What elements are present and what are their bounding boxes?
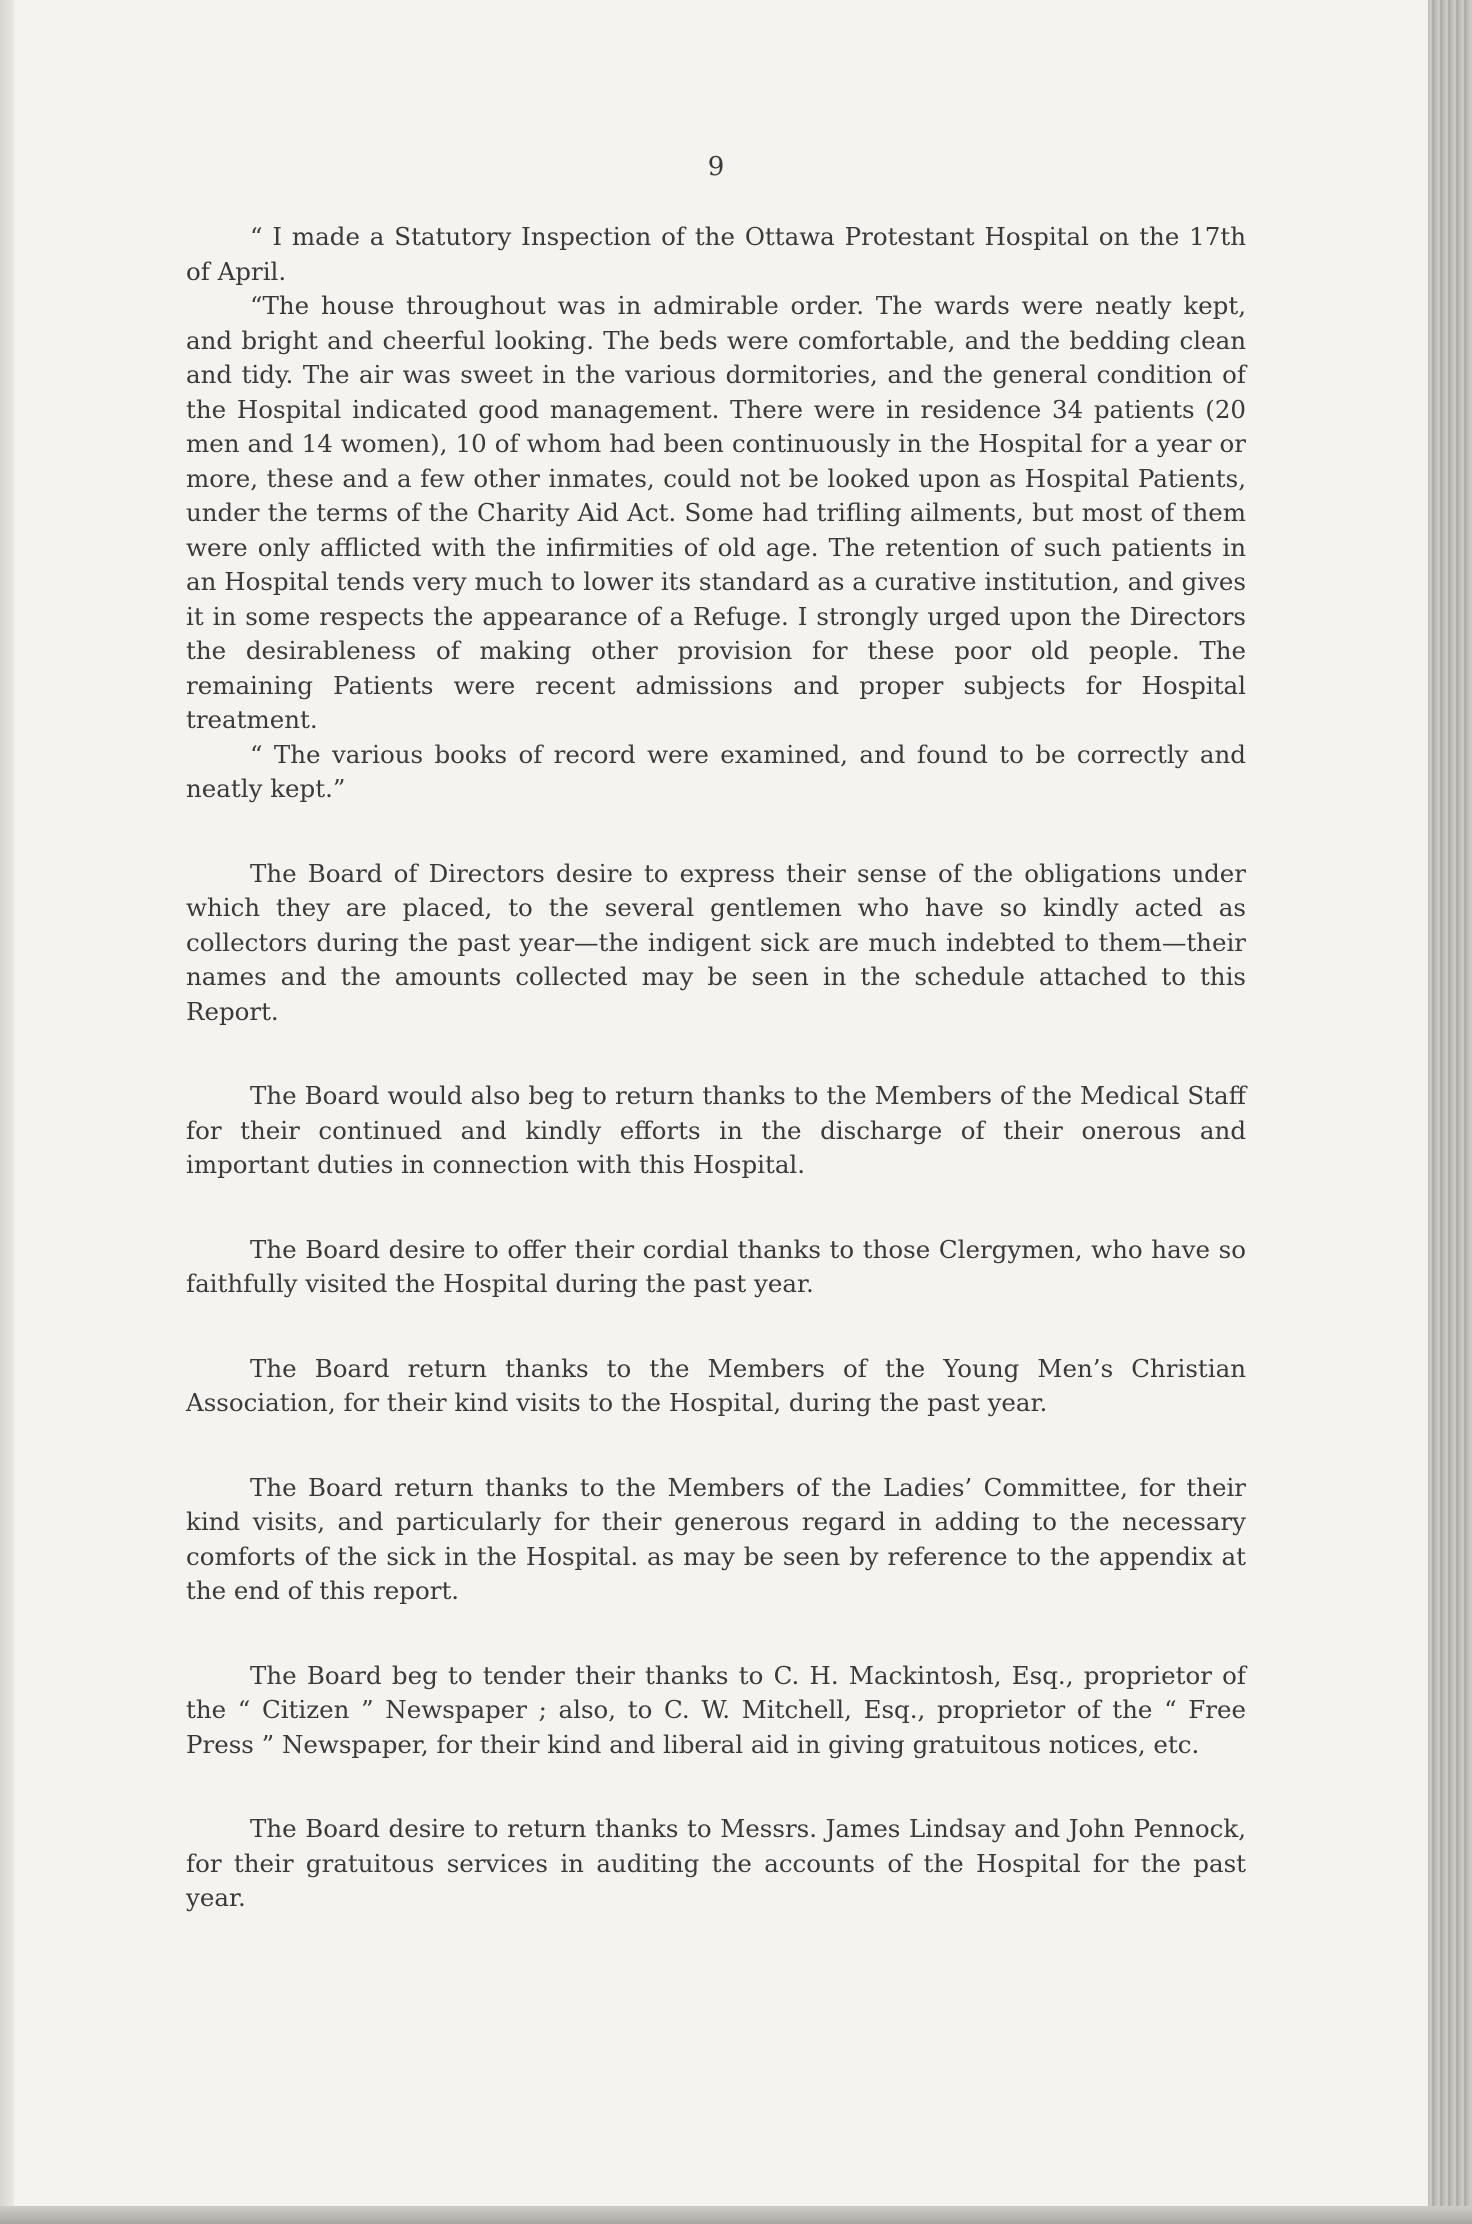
medical-staff-paragraph: The Board would also beg to return thanks to the Members of the Medical Staff for their continued and kindly efforts in the discharge of their onerous and important duties in connection with this Hospital.: [186, 1081, 1246, 1179]
clergymen-paragraph: The Board desire to offer their cordial thanks to those Clergymen, who have so faithfully visited the Hospital during the past year.: [186, 1234, 1246, 1298]
ladies-committee-paragraph: The Board return thanks to the Members of the Ladies’ Committee, for their kind visits, and particularly for their generous regard in adding to the necessary comforts of the sick in the Hospital. as may be seen by reference to the appendix at the end of this report.: [186, 1472, 1246, 1605]
newspapers-paragraph: The Board beg to tender their thanks to C. H. Mackintosh, Esq., proprietor of the “ Citizen ” Newspaper ; also, to C. W. Mitchell, Esq., proprietor of the “ Free Press ” Newspaper, for their kind and liberal aid in giving gratuitous notices, etc.: [186, 1660, 1246, 1759]
inspection-paragraph-2: “The house throughout was in admirable order. The wards were neatly kept, and bright and cheerful looking. The beds were comfortable, and the bedding clean and tidy. The air was sweet in the various dormitories, and the general condition of the Hospital indicated good management. There were in residence 34 patients (20 men and 14 women), 10 of whom had been continuously in the Hospital for a year or more, these and a few other inmates, could not be looked upon as Hospital Patients, under the terms of the Charity Aid Act. Some had trifling ailments, but most of them were only afflicted with the infirmities of old age. The retention of such patients in an Hospital tends very much to lower its standard as a curative institution, and gives it in some respects the appearance of a Refuge. I strongly urged upon the Directors the desirableness of making other provision for these poor old people. The remaining Patients were recent admissions and proper subjects for Hospital treatment.: [186, 291, 1246, 734]
page-edges: [1428, 0, 1472, 2224]
inspection-paragraph-1: “ I made a Statutory Inspection of the Ottawa Protestant Hospital on the 17th of April.: [186, 222, 1246, 286]
collectors-paragraph: The Board of Directors desire to express their sense of the obligations under which they are placed, to the several gentlemen who have so kindly acted as collectors during the past year—the indigent sick are much indebted to them—their names and the amounts collected may be seen in the schedule attached to this Report.: [186, 858, 1246, 1026]
auditors-paragraph: The Board desire to return thanks to Messrs. James Lindsay and John Pennock, for their gratuitous services in auditing the accounts of the Hospital for the past year.: [186, 1814, 1246, 1912]
ymca-paragraph: The Board return thanks to the Members of the Young Men’s Christian Association, for their kind visits to the Hospital, during the past year.: [186, 1353, 1246, 1417]
inspection-paragraph-3: “ The various books of record were examined, and found to be correctly and neatly kept.”: [186, 739, 1246, 803]
page-number: 9: [707, 152, 725, 182]
page-text: [186, 150, 1246, 1916]
bottom-edge: [0, 2206, 1472, 2224]
